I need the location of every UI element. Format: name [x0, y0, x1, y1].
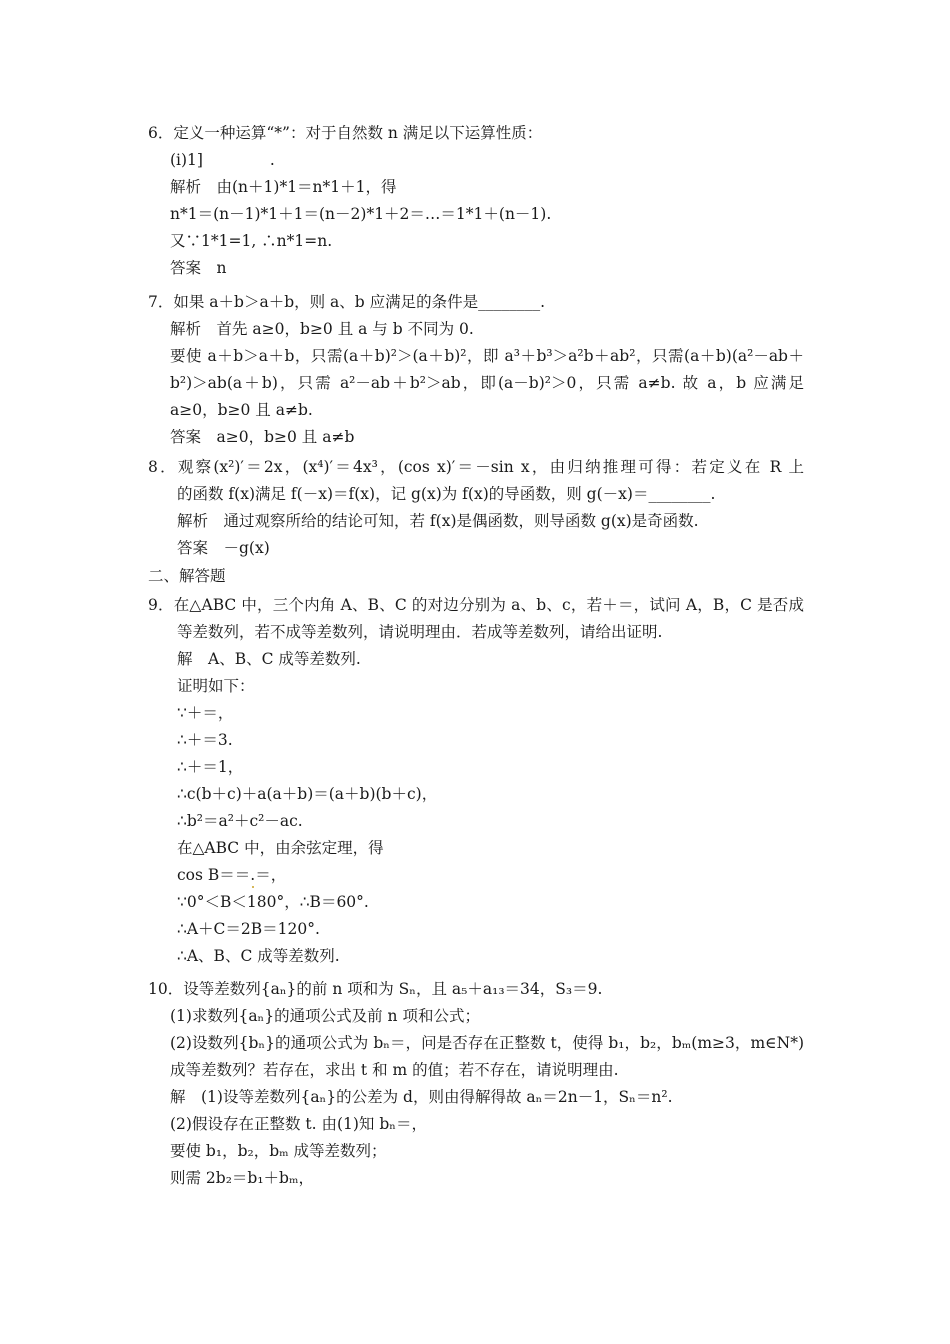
- problem-10-part-2-b: 成等差数列？若存在，求出 t 和 m 的值；若不存在，请说明理由.: [170, 1061, 619, 1079]
- problem-9-step-8: ∵0°＜B＜180°，∴B＝60°.: [177, 893, 369, 911]
- problem-9-solution: 解 A、B、C 成等差数列.: [177, 650, 361, 668]
- problem-6-answer: 答案 n: [170, 259, 227, 277]
- problem-7-derivation-3: a≥0，b≥0 且 a≠b.: [170, 401, 313, 419]
- section-heading: 二、解答题: [148, 567, 226, 585]
- problem-10-solution-1: 解 (1)设等差数列{aₙ}的公差为 d，则由得解得故 aₙ＝2n－1，Sₙ＝n².: [170, 1088, 673, 1106]
- problem-6-analysis: 解析 由(n＋1)*1＝n*1＋1，得: [170, 178, 397, 196]
- problem-6-condition-i: (ⅰ)1] .: [170, 151, 275, 169]
- problem-7-answer: 答案 a≥0，b≥0 且 a≠b: [170, 428, 355, 446]
- stray-mark: [252, 886, 254, 888]
- problem-9-step-6: 在△ABC 中，由余弦定理，得: [177, 839, 384, 857]
- problem-9-statement-2: 等差数列，若不成等差数列，请说明理由．若成等差数列，请给出证明.: [177, 623, 663, 641]
- problem-9-step-4: ∴c(b＋c)＋a(a＋b)＝(a＋b)(b＋c)，: [177, 785, 438, 803]
- problem-10-part-2-a: (2)设数列{bₙ}的通项公式为 bₙ＝，问是否存在正整数 t，使得 b₁，b₂，bₘ(m≥3，m∈N*): [170, 1034, 804, 1052]
- problem-9-step-10: ∴A、B、C 成等差数列.: [177, 947, 340, 965]
- problem-10-part-1: (1)求数列{aₙ}的通项公式及前 n 项和公式；: [170, 1007, 480, 1025]
- problem-10-statement: 10．设等差数列{aₙ}的前 n 项和为 Sₙ，且 a₅＋a₁₃＝34，S₃＝9.: [148, 980, 603, 998]
- problem-8-statement-1: 8．观察(x²)′＝2x，(x⁴)′＝4x³，(cos x)′＝－sin x，由归纳推理可得：若定义在 R 上: [148, 458, 804, 476]
- problem-9-step-7: cos B＝＝.＝，: [177, 866, 287, 884]
- problem-6-conclusion: 又∵1*1=1, ∴n*1=n.: [170, 232, 333, 250]
- problem-9-statement-1: 9．在△ABC 中，三个内角 A、B、C 的对边分别为 a、b、c，若＋＝，试问 A，B，C 是否成: [148, 596, 804, 614]
- problem-9-step-1: ∵＋＝，: [177, 704, 234, 722]
- problem-6-derivation: n*1＝(n－1)*1＋1＝(n－2)*1＋2＝…＝1*1＋(n－1).: [170, 205, 552, 223]
- problem-8-statement-2: 的函数 f(x)满足 f(－x)＝f(x)，记 g(x)为 f(x)的导函数，则 g(－x)＝________.: [177, 485, 716, 503]
- problem-9-step-9: ∴A＋C＝2B＝120°.: [177, 920, 320, 938]
- problem-8-answer: 答案 －g(x): [177, 539, 270, 557]
- problem-9-step-5: ∴b²＝a²＋c²－ac.: [177, 812, 303, 830]
- problem-9-step-3: ∴＋＝1，: [177, 758, 244, 776]
- problem-6-statement: 6．定义一种运算“*”：对于自然数 n 满足以下运算性质：: [148, 124, 543, 142]
- problem-7-statement: 7．如果 a＋b＞a＋b，则 a、b 应满足的条件是________.: [148, 293, 546, 311]
- problem-7-analysis: 解析 首先 a≥0，b≥0 且 a 与 b 不同为 0.: [170, 320, 474, 338]
- problem-9-step-2: ∴＋＝3.: [177, 731, 233, 749]
- problem-10-solution-4: 则需 2b₂＝b₁＋bₘ，: [170, 1169, 314, 1187]
- problem-8-analysis: 解析 通过观察所给的结论可知，若 f(x)是偶函数，则导函数 g(x)是奇函数.: [177, 512, 699, 530]
- problem-7-derivation-1: 要使 a＋b＞a＋b，只需(a＋b)²＞(a＋b)²，即 a³＋b³＞a²b＋ab²，只需(a＋b)(a²－ab＋: [170, 347, 804, 365]
- problem-9-proof-heading: 证明如下：: [177, 677, 255, 695]
- problem-10-solution-2: (2)假设存在正整数 t. 由(1)知 bₙ＝，: [170, 1115, 427, 1133]
- problem-10-solution-3: 要使 b₁，b₂，bₘ 成等差数列；: [170, 1142, 387, 1160]
- problem-7-derivation-2: b²)＞ab(a＋b)，只需 a²－ab＋b²＞ab，即(a－b)²＞0，只需 a≠b. 故 a，b 应满足: [170, 374, 804, 392]
